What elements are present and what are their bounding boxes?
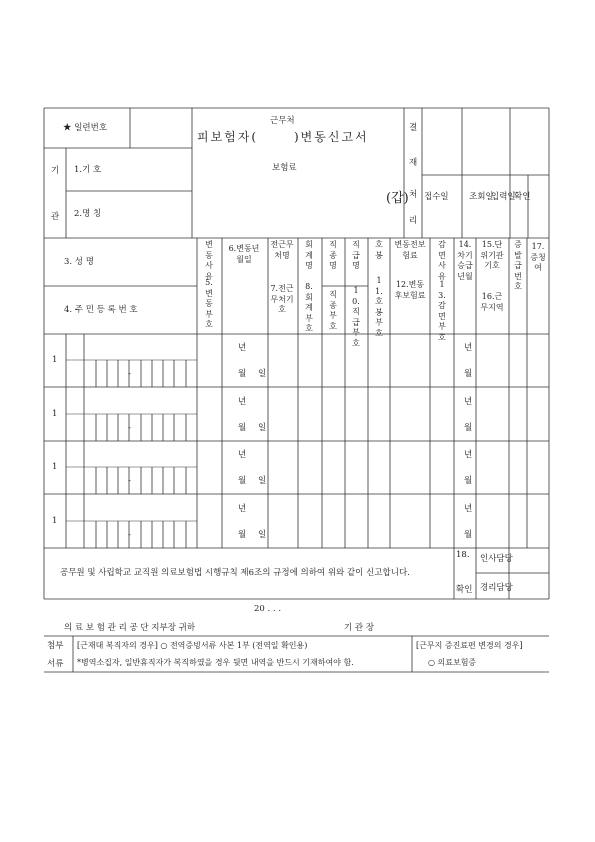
form-title-left: 피보험자( bbox=[197, 130, 259, 144]
attach-label-bottom: 서류 bbox=[47, 659, 64, 669]
day-label: 일 bbox=[258, 530, 267, 540]
mgmt-officer-label: 경리담당 bbox=[480, 583, 513, 593]
col-salary-code: 11.호봉부호 bbox=[375, 276, 383, 338]
month-label: 월 bbox=[238, 476, 247, 486]
col-next-promotion: 14.차기승급년월 bbox=[457, 240, 473, 281]
input-date-label-visible: 입력일 bbox=[491, 192, 516, 202]
process-label-top: 처 bbox=[409, 190, 418, 200]
attach-line-2b: ○ 의료보험증 bbox=[428, 658, 477, 667]
promotion-month-label: 월 bbox=[464, 530, 473, 540]
col-job-type-name: 직종명 bbox=[329, 240, 337, 270]
institution-code-label: 1.기 호 bbox=[74, 165, 102, 175]
form-title-right: )변동신고서 bbox=[294, 130, 369, 144]
row-number: 1 bbox=[52, 462, 58, 472]
col-change-date: 6.변동년월일 bbox=[228, 244, 260, 264]
gap-mark: (갑) bbox=[386, 191, 409, 206]
recipient-line: 의 료 보 험 관 리 공 단 지부장 귀하 bbox=[64, 623, 196, 633]
month-label: 월 bbox=[238, 530, 247, 540]
col-reduction-code: 13.감면부호 bbox=[438, 280, 446, 342]
day-label: 일 bbox=[258, 369, 267, 379]
row-number: 1 bbox=[52, 355, 58, 365]
star-icon: ★ bbox=[63, 123, 72, 133]
promotion-year-label: 년 bbox=[464, 450, 473, 460]
year-label: 년 bbox=[238, 450, 247, 460]
col-unit-institution-code: 15.단위기관기호 bbox=[480, 240, 504, 270]
confirm-18-sub: 확인 bbox=[456, 585, 473, 595]
receipt-date-label: 접수일 bbox=[424, 192, 449, 202]
col-id-header: 4. 주 민 등 록 번 호 bbox=[64, 305, 138, 315]
inquiry-date-label: 조회일 bbox=[469, 192, 494, 202]
col-id-card-number: 증발급번호 bbox=[514, 240, 522, 291]
col-card-request: 17.증청여 bbox=[530, 242, 546, 272]
col-premium-before: 변동전보험료 bbox=[394, 240, 426, 260]
col-job-type-code: 직종부호 bbox=[329, 290, 337, 331]
col-prev-workplace-name: 전근무처명 bbox=[270, 240, 294, 260]
row-number: 1 bbox=[52, 409, 58, 419]
col-change-reason: 변동사유 bbox=[205, 240, 213, 281]
confirm-18-label: 18. bbox=[456, 550, 470, 560]
insurance-fee-label: 보험료 bbox=[272, 163, 297, 173]
attach-line-1a: [근재대 복직자의 경우] ○ 전역증빙서류 사본 1부 (전역일 확인용) bbox=[77, 641, 308, 650]
serial-number-label: ★ 일련번호 bbox=[63, 123, 108, 133]
col-accounting-name: 회계명 bbox=[305, 240, 313, 270]
attach-line-1b: [근무지 증진료편 변경의 경우] bbox=[416, 641, 523, 650]
approval-label-bottom: 재 bbox=[409, 158, 418, 168]
promotion-year-label: 년 bbox=[464, 343, 473, 353]
confirm-label: 확인 bbox=[514, 192, 531, 202]
hr-officer-label: 인사담당 bbox=[480, 554, 513, 564]
col-salary-step: 호봉 bbox=[375, 240, 383, 260]
year-label: 년 bbox=[238, 504, 247, 514]
declaration-text: 공무원 및 사립학교 교직원 의료보험법 시행규칙 제6조의 규정에 의하여 위와 같이 신고합니다. bbox=[60, 568, 410, 578]
col-accounting-code: 8.회계부호 bbox=[305, 282, 313, 333]
month-label: 월 bbox=[238, 423, 247, 433]
col-grade-name: 직급명 bbox=[352, 240, 360, 270]
id-dash: - bbox=[128, 530, 131, 540]
col-reduction-reason: 감면사유 bbox=[438, 240, 446, 281]
col-prev-workplace-code: 7.전근무처기호 bbox=[270, 284, 294, 314]
date-line: 20 . . . bbox=[254, 604, 282, 614]
row-number: 1 bbox=[52, 516, 58, 526]
col-grade-code: 10.직급부호 bbox=[352, 286, 360, 348]
id-dash: - bbox=[128, 369, 131, 379]
id-dash: - bbox=[128, 476, 131, 486]
promotion-month-label: 월 bbox=[464, 476, 473, 486]
year-label: 년 bbox=[238, 343, 247, 353]
day-label: 일 bbox=[258, 476, 267, 486]
workplace-label: 근무처 bbox=[270, 116, 295, 126]
promotion-month-label: 월 bbox=[464, 369, 473, 379]
attach-label-top: 첨부 bbox=[47, 641, 64, 651]
institution-name-label: 2.명 칭 bbox=[74, 209, 102, 219]
process-label-bottom: 리 bbox=[409, 216, 418, 226]
col-change-code: 5.변동부호 bbox=[205, 278, 213, 329]
institution-head-label: 기 관 장 bbox=[344, 623, 375, 633]
day-label: 일 bbox=[258, 423, 267, 433]
col-name-header: 3. 성 명 bbox=[64, 257, 94, 267]
col-premium-after: 12.변동후보험료 bbox=[394, 280, 426, 300]
month-label: 월 bbox=[238, 369, 247, 379]
attach-line-2a: *병역소집자, 일반휴직자가 복직하였을 경우 뒷면 내역을 반드시 기재하여야 함. bbox=[77, 658, 354, 667]
year-label: 년 bbox=[238, 397, 247, 407]
approval-label-top: 결 bbox=[409, 123, 418, 133]
institution-label-top: 기 bbox=[51, 166, 60, 176]
promotion-month-label: 월 bbox=[464, 423, 473, 433]
promotion-year-label: 년 bbox=[464, 504, 473, 514]
promotion-year-label: 년 bbox=[464, 397, 473, 407]
col-work-region: 16.근무지역 bbox=[480, 292, 504, 312]
institution-label-bottom: 관 bbox=[51, 212, 60, 222]
id-dash: - bbox=[128, 423, 131, 433]
